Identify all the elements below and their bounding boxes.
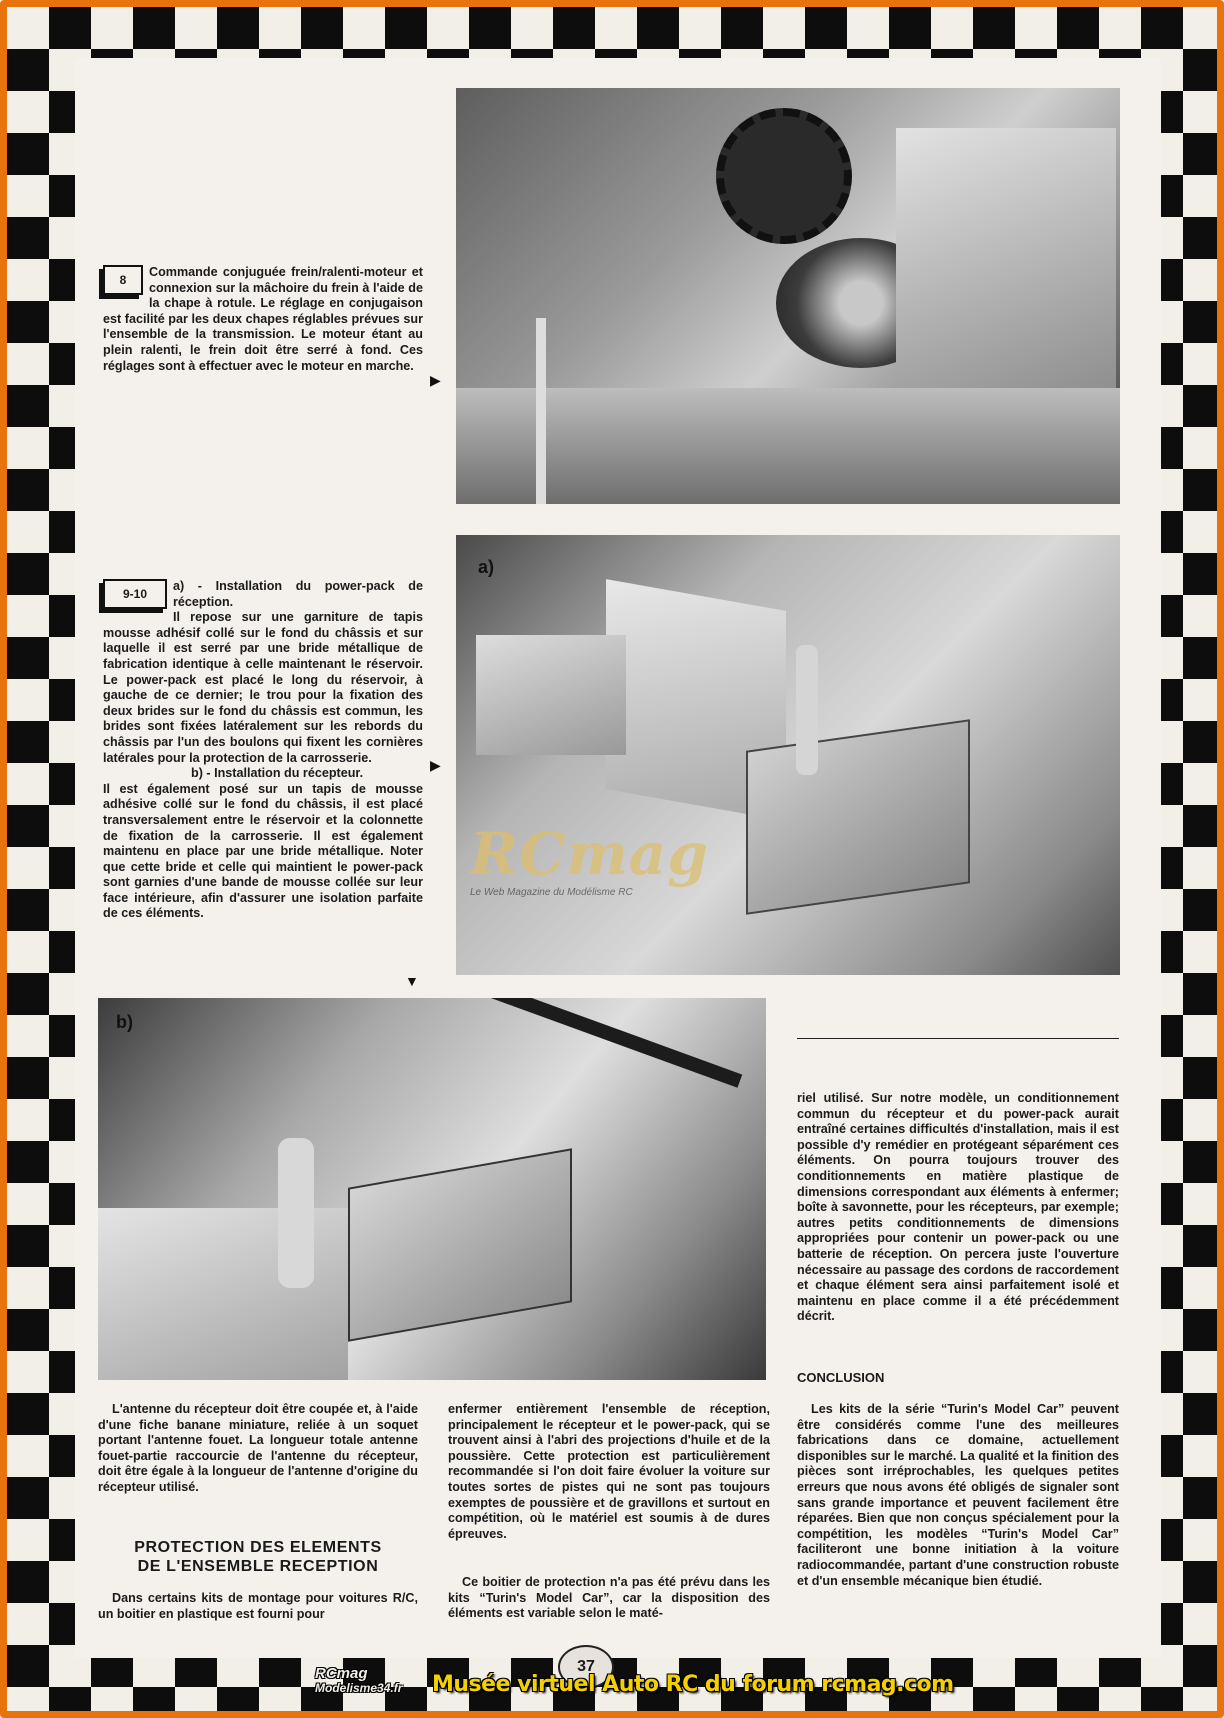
watermark-subtitle: Le Web Magazine du Modélisme RC [470, 887, 633, 898]
receiver-box-shape [746, 719, 970, 914]
arrow-down-icon: ▼ [405, 973, 419, 989]
part-b-text: Il est également posé sur un tapis de mousse adhésive collé sur le fond du châssis, il est placé transversalement entre le réservoir et la colonnette de fixation de la carrosserie. Il est également maintenu en place par une bride métallique. Noter que cette bride et celle qui maintient le power-pack sont garnies d'une bande de mousse collée sur leur face intérieure, afin d'assurer une isolation parfaite de ces éléments. [103, 781, 423, 921]
receiver-box-shape [348, 1148, 572, 1341]
col2-text: enfermer entièrement l'ensemble de réception, principalement le récepteur et le power-pack, qui se trouvent ainsi à l'abri des projections d'huile et de la poussière. Cette protection est particulièrement recommandée si l'on doit faire évoluer la voiture sur toutes sortes de pistes qui ne sont pas toujours exemptes de poussière et de gravillons et surtout en compétition, où le matériel est soumis à de dures épreuves. [448, 1402, 770, 1541]
heading-line-2: DE L'ENSEMBLE RECEPTION [137, 1558, 379, 1575]
engine-block-shape [896, 128, 1116, 388]
heading-line-1: PROTECTION DES ELEMENTS [134, 1539, 382, 1556]
section-heading [98, 1538, 418, 1576]
rod-shape [536, 318, 546, 504]
right-column-body: riel utilisé. Sur notre modèle, un conditionnement commun du récepteur et du power-pack aurait entraîné certaines difficultés d'installation, mais il est possible d'y remédier en protégeant séparément ces éléments. On pourra toujours trouver des conditionnements en matière plastique de dimensions correspondant aux éléments à enfermer; boîte à savonnette, pour les récepteurs, par exemple; autres petits conditionnements de dimensions appropriées pour contenir un power-pack ou une batterie de réception. On percera juste l'ouverture nécessaire au passage des cordons de raccordement et chaque élément sera ainsi parfaitement isolé et maintenu en place comme il a été précédemment décrit. [797, 1091, 1119, 1324]
chassis-plate-shape [456, 388, 1120, 504]
arrow-right-icon: ▶ [430, 372, 441, 388]
watermark-logo: RCmag [470, 820, 709, 888]
col1-text-2: Dans certains kits de montage pour voitures R/C, un boitier en plastique est fourni pour [98, 1591, 418, 1621]
part-a-text: Il repose sur une garniture de tapis mousse adhésif collé sur le fond du châssis et sur laquelle il est serré par une bride métallique de fabrication identique à celle maintenant le réservoir. Le power-pack est placé le long du réservoir, à gauche de ce dernier; le trou pour la fixation des deux brides sur le fond du châssis est commun, les brides sont fixées latéralement sur les rebords du châssis par l'un des boulons qui fixent les cornières latérales pour la protection de la carrosserie. [103, 610, 423, 765]
footer-logo-line-2: Modelisme34.fr [315, 1681, 403, 1695]
footer-logo-line-1: RCmag [315, 1665, 368, 1682]
section-8-number: 8 [103, 265, 143, 295]
col2-text-2: Ce boitier de protection n'a pas été prévu dans les kits “Turin's Model Car”, car la disposition des éléments est variable selon le maté- [448, 1575, 770, 1621]
section-8-text: Commande conjuguée frein/ralenti-moteur et connexion sur la mâchoire du frein à l'aide de la chape à rotule. Le réglage en conjugaison est facilité par les deux chapes réglables prévues sur l'ensemble de la transmission. Le moteur étant au plein ralenti, le frein doit être serré à fond. Ces réglages sont à effectuer avec le moteur en marche. [103, 265, 423, 373]
footer-banner: Musée virtuel Auto RC du forum rcmag.com [432, 1672, 954, 1697]
arrow-right-icon: ▶ [430, 757, 441, 773]
conclusion-title: CONCLUSION [797, 1370, 885, 1385]
photo-a-power-pack [456, 535, 1120, 975]
pillar-shape [278, 1138, 314, 1288]
photo-b-receiver [98, 998, 766, 1380]
conclusion-text: Les kits de la série “Turin's Model Car” peuvent être considérés comme l'une des meilleures fabrications dans ce domaine, actuellement disponibles sur le marché. La qualité et la finition des pièces sont irréprochables, les quelques petites erreurs que nous avons été obligés de signaler sont sans grande importance et peuvent facilement être réparées. Bien que non conçus spécialement pour la compétition, les modèles “Turin's Model Car” faciliteront une bonne initiation à la voiture radiocommandée, partant d'une construction robuste et d'un ensemble mécanique bien étudié. [797, 1402, 1119, 1588]
photo-brake-assembly [456, 88, 1120, 504]
photo-b-label: b) [116, 1012, 133, 1032]
section-9-10-number: 9-10 [103, 579, 167, 609]
column-divider [797, 1038, 1119, 1039]
section-8-caption [103, 265, 423, 374]
section-9-10-caption [103, 579, 423, 922]
footer-logo [315, 1666, 402, 1696]
photo-a-label: a) [478, 557, 495, 577]
page-number: 37 [558, 1645, 614, 1689]
right-column-text [797, 1091, 1119, 1325]
tank-shape [476, 635, 626, 755]
pillar-shape [796, 645, 818, 775]
bracket-shape [484, 998, 743, 1088]
col1-text: L'antenne du récepteur doit être coupée et, à l'aide d'une fiche banane miniature, reliée à un soquet portant l'antenne fouet. La longueur totale antenne fouet-partie raccourcie de l'antenne du récepteur, doit être égale à la longueur de l'antenne d'origine du récepteur utilisé. [98, 1402, 418, 1494]
part-b-title: b) - Installation du récepteur. [191, 766, 364, 781]
gear-shape [716, 108, 852, 244]
part-a-title: a) - Installation du power-pack de réception. [173, 579, 423, 609]
